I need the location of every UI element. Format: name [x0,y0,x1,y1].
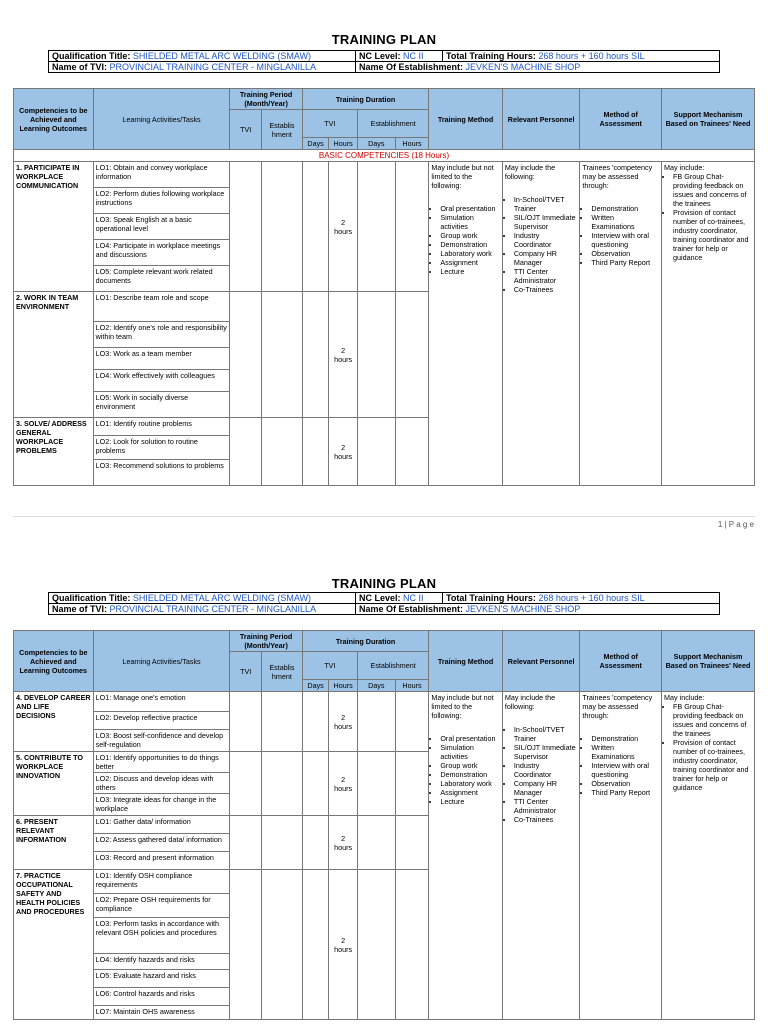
assessment-cell-item: • Written Examinations [591,213,659,231]
training-plan-table [13,630,755,1020]
personnel-cell-item: • In-School/TVET Trainer [514,195,578,213]
header-duration-tvi: TVI [302,110,357,138]
header-activities: Learning Activities/Tasks [93,631,230,692]
learning-outcome: LO5: Complete relevant work related documents [93,266,230,292]
method-cell-item: • Assignment [440,258,499,267]
header-days: Days [302,680,329,692]
total-hours-value: 268 hours + 160 hours SIL [538,51,645,61]
personnel-cell-intro: May include the following: [504,693,556,711]
tvi-hours-cell: 2 hours [329,292,358,418]
assessment-cell [580,692,662,1020]
nc-level-value: NC II [403,51,424,61]
header-relevant-personnel: Relevant Personnel [502,89,580,150]
tvi-hours-cell: 2 hours [329,870,358,1020]
establishment-hours-cell [395,692,429,752]
method-cell-item: • Group work [440,761,499,770]
personnel-cell-item: • Company HR Manager [514,249,578,267]
header-competencies: Competencies to be Achieved and Learning Outcomes [14,631,94,692]
period-tvi-cell [230,870,262,1020]
header-hours: Hours [329,680,358,692]
header-assessment: Method of Assessment [580,89,662,150]
period-establishment-cell [262,870,303,1020]
header-duration-tvi: TVI [302,652,357,680]
learning-outcome: LO4: Work effectively with colleagues [93,370,230,392]
method-cell [429,692,502,1020]
tvi-value: PROVINCIAL TRAINING CENTER - MINGLANILLA [109,604,317,614]
header-training-duration: Training Duration [302,631,429,652]
info-table [48,592,720,615]
personnel-cell-intro: May include the following: [504,163,556,181]
tvi-days-cell [302,692,329,752]
tvi-days-cell [302,816,329,870]
method-cell-item: • Laboratory work [440,249,499,258]
method-cell-item: • Oral presentation [440,734,499,743]
learning-outcome: LO1: Identify opportunities to do things better [93,752,230,773]
qualification-label: Qualification Title: [52,51,131,61]
method-cell-intro: May include but not limited to the following: [431,163,494,190]
establishment-hours-cell [395,752,429,816]
tvi-hours-cell: 2 hours [329,692,358,752]
learning-outcome: LO3: Speak English at a basic operational level [93,214,230,240]
assessment-cell-item: • Observation [591,779,659,788]
period-tvi-cell [230,162,262,292]
assessment-cell-intro: Trainees 'competency may be assessed through: [582,693,653,720]
personnel-cell-item: • SIL/OJT Immediate Supervisor [514,213,578,231]
header-period-tvi: TVI [230,652,262,692]
nc-level-value: NC II [403,593,424,603]
nc-level-label: NC Level: [359,593,401,603]
document-title: TRAINING PLAN [331,32,437,47]
method-cell-item: • Simulation activities [440,743,499,761]
learning-outcome: LO1: Manage one's emotion [93,692,230,712]
assessment-cell-item: • Demonstration [591,204,659,213]
assessment-cell-item: • Third Party Report [591,258,659,267]
header-training-duration: Training Duration [302,89,429,110]
tvi-label: Name of TVI: [52,62,108,72]
learning-outcome: LO5: Work in socially diverse environment [93,392,230,418]
establishment-days-cell [357,162,395,292]
tvi-days-cell [302,292,329,418]
personnel-cell-item: • Industry Coordinator [514,761,578,779]
support-cell [662,692,755,1020]
assessment-cell-item: • Interview with oral questioning [591,761,659,779]
period-establishment-cell [262,292,303,418]
method-cell-item: • Assignment [440,788,499,797]
qualification-label: Qualification Title: [52,593,131,603]
assessment-cell-item: • Written Examinations [591,743,659,761]
personnel-cell [502,162,580,486]
personnel-cell-item: • Industry Coordinator [514,231,578,249]
assessment-cell [580,162,662,486]
period-establishment-cell [262,816,303,870]
support-intro: May include: [664,163,705,172]
establishment-hours-cell [395,292,429,418]
period-establishment-cell [262,418,303,486]
learning-outcome: LO1: Identify routine problems [93,418,230,436]
header-days: Days [357,680,395,692]
tvi-hours-cell: 2 hours [329,816,358,870]
header-days: Days [302,138,329,150]
establishment-days-cell [357,418,395,486]
header-duration-establishment: Establishment [357,652,428,680]
method-cell [429,162,502,486]
learning-outcome: LO2: Perform duties following workplace instructions [93,188,230,214]
period-tvi-cell [230,816,262,870]
method-cell-item: • Simulation activities [440,213,499,231]
learning-outcome: LO2: Look for solution to routine problems [93,436,230,460]
assessment-cell-item: • Third Party Report [591,788,659,797]
assessment-cell-item: • Interview with oral questioning [591,231,659,249]
period-tvi-cell [230,418,262,486]
tvi-hours-cell: 2 hours [329,162,358,292]
competency-name: 7. PRACTICE OCCUPATIONAL SAFETY AND HEALTH POLICIES AND PROCEDURES [14,870,94,1020]
learning-outcome: LO1: Gather data/ information [93,816,230,834]
establishment-value: JEVKEN'S MACHINE SHOP [465,62,581,72]
establishment-days-cell [357,870,395,1020]
tvi-value: PROVINCIAL TRAINING CENTER - MINGLANILLA [109,62,317,72]
learning-outcome: LO4: Identify hazards and risks [93,954,230,970]
establishment-days-cell [357,692,395,752]
method-cell-intro: May include but not limited to the following: [431,693,494,720]
header-assessment: Method of Assessment [580,631,662,692]
tvi-days-cell [302,870,329,1020]
competency-name: 1. PARTICIPATE IN WORKPLACE COMMUNICATION [14,162,94,292]
method-cell-item: • Demonstration [440,240,499,249]
period-establishment-cell [262,692,303,752]
total-hours-label: Total Training Hours: [446,593,536,603]
learning-outcome: LO2: Develop reflective practice [93,712,230,730]
period-establishment-cell [262,752,303,816]
establishment-days-cell [357,752,395,816]
learning-outcome: LO3: Work as a team member [93,348,230,370]
competency-name: 6. PRESENT RELEVANT INFORMATION [14,816,94,870]
header-period-tvi: TVI [230,110,262,150]
training-plan-table [13,88,755,486]
assessment-cell-intro: Trainees 'competency may be assessed through: [582,163,653,190]
establishment-hours-cell [395,418,429,486]
assessment-cell-item: • Demonstration [591,734,659,743]
learning-outcome: LO5: Evaluate hazard and risks [93,970,230,988]
qualification-value: SHIELDED METAL ARC WELDING (SMAW) [132,51,312,61]
header-training-period: Training Period (Month/Year) [230,631,302,652]
nc-level-label: NC Level: [359,51,401,61]
page-number: 1 | P a g e [717,520,754,529]
learning-outcome: LO3: Boost self-confidence and develop self-regulation [93,730,230,752]
header-support: Support Mechanism Based on Trainees' Need [662,631,755,692]
learning-outcome: LO7: Maintain OHS awareness [93,1006,230,1020]
establishment-label: Name Of Establishment: [359,62,464,72]
establishment-hours-cell [395,870,429,1020]
table-row [14,692,755,712]
header-activities: Learning Activities/Tasks [93,89,230,150]
personnel-cell-item: • TTI Center Administrator [514,267,578,285]
personnel-cell-item: • Co-Trainees [514,815,578,824]
header-training-period: Training Period (Month/Year) [230,89,302,110]
learning-outcome: LO1: Obtain and convey workplace information [93,162,230,188]
learning-outcome: LO2: Identify one's role and responsibility within team [93,322,230,348]
header-hours: Hours [329,138,358,150]
learning-outcome: LO3: Recommend solutions to problems [93,460,230,486]
tvi-hours-cell: 2 hours [329,752,358,816]
tvi-hours-cell: 2 hours [329,418,358,486]
establishment-days-cell [357,816,395,870]
document-title: TRAINING PLAN [331,576,437,591]
period-tvi-cell [230,692,262,752]
header-hours: Hours [395,680,429,692]
header-duration-establishment: Establishment [357,110,428,138]
tvi-days-cell [302,418,329,486]
support-cell [662,162,755,486]
establishment-label: Name Of Establishment: [359,604,464,614]
competency-name: 3. SOLVE/ ADDRESS GENERAL WORKPLACE PROBLEMS [14,418,94,486]
personnel-cell-item: • TTI Center Administrator [514,797,578,815]
header-competencies: Competencies to be Achieved and Learning Outcomes [14,89,94,150]
personnel-cell-item: • Company HR Manager [514,779,578,797]
support-item: • FB Group Chat- providing feedback on issues and concerns of the trainees [673,702,752,738]
tvi-days-cell [302,752,329,816]
header-days: Days [357,138,395,150]
method-cell-item: • Lecture [440,797,499,806]
establishment-value: JEVKEN'S MACHINE SHOP [465,604,581,614]
method-cell-item: • Demonstration [440,770,499,779]
header-relevant-personnel: Relevant Personnel [502,631,580,692]
total-hours-value: 268 hours + 160 hours SIL [538,593,645,603]
establishment-days-cell [357,292,395,418]
header-period-establishment: Establis hment [262,652,303,692]
header-training-method: Training Method [429,631,502,692]
period-establishment-cell [262,162,303,292]
learning-outcome: LO1: Identify OSH compliance requirements [93,870,230,894]
learning-outcome: LO1: Describe team role and scope [93,292,230,322]
support-intro: May include: [664,693,705,702]
qualification-value: SHIELDED METAL ARC WELDING (SMAW) [132,593,312,603]
page-divider [13,516,755,517]
header-support: Support Mechanism Based on Trainees' Need [662,89,755,150]
learning-outcome: LO3: Integrate ideas for change in the workplace [93,794,230,816]
total-hours-label: Total Training Hours: [446,51,536,61]
establishment-hours-cell [395,162,429,292]
personnel-cell-item: • Co-Trainees [514,285,578,294]
basic-competencies-label: BASIC COMPETENCIES (18 Hours) [14,150,755,162]
header-training-method: Training Method [429,89,502,150]
personnel-cell-item: • In-School/TVET Trainer [514,725,578,743]
method-cell-item: • Oral presentation [440,204,499,213]
learning-outcome: LO2: Discuss and develop ideas with others [93,773,230,794]
method-cell-item: • Laboratory work [440,779,499,788]
competency-name: 2. WORK IN TEAM ENVIRONMENT [14,292,94,418]
method-cell-item: • Lecture [440,267,499,276]
assessment-cell-item: • Observation [591,249,659,258]
establishment-hours-cell [395,816,429,870]
header-period-establishment: Establis hment [262,110,303,150]
info-table [48,50,720,73]
method-cell-item: • Group work [440,231,499,240]
competency-name: 5. CONTRIBUTE TO WORKPLACE INNOVATION [14,752,94,816]
personnel-cell-item: • SIL/OJT Immediate Supervisor [514,743,578,761]
header-hours: Hours [395,138,429,150]
learning-outcome: LO4: Participate in workplace meetings and discussions [93,240,230,266]
learning-outcome: LO2: Prepare OSH requirements for compliance [93,894,230,918]
period-tvi-cell [230,292,262,418]
learning-outcome: LO3: Record and present information [93,852,230,870]
support-item: • Provision of contact number of co-trainees, industry coordinator, training coordinator and trainer for help or guidance [673,208,752,262]
learning-outcome: LO3: Perform tasks in accordance with relevant OSH policies and procedures [93,918,230,954]
support-item: • Provision of contact number of co-trainees, industry coordinator, training coordinator and trainer for help or guidance [673,738,752,792]
personnel-cell [502,692,580,1020]
support-item: • FB Group Chat- providing feedback on issues and concerns of the trainees [673,172,752,208]
tvi-days-cell [302,162,329,292]
table-row [14,162,755,188]
learning-outcome: LO2: Assess gathered data/ information [93,834,230,852]
learning-outcome: LO6: Control hazards and risks [93,988,230,1006]
page-2 [0,540,768,1024]
tvi-label: Name of TVI: [52,604,108,614]
period-tvi-cell [230,752,262,816]
competency-name: 4. DEVELOP CAREER AND LIFE DECISIONS [14,692,94,752]
